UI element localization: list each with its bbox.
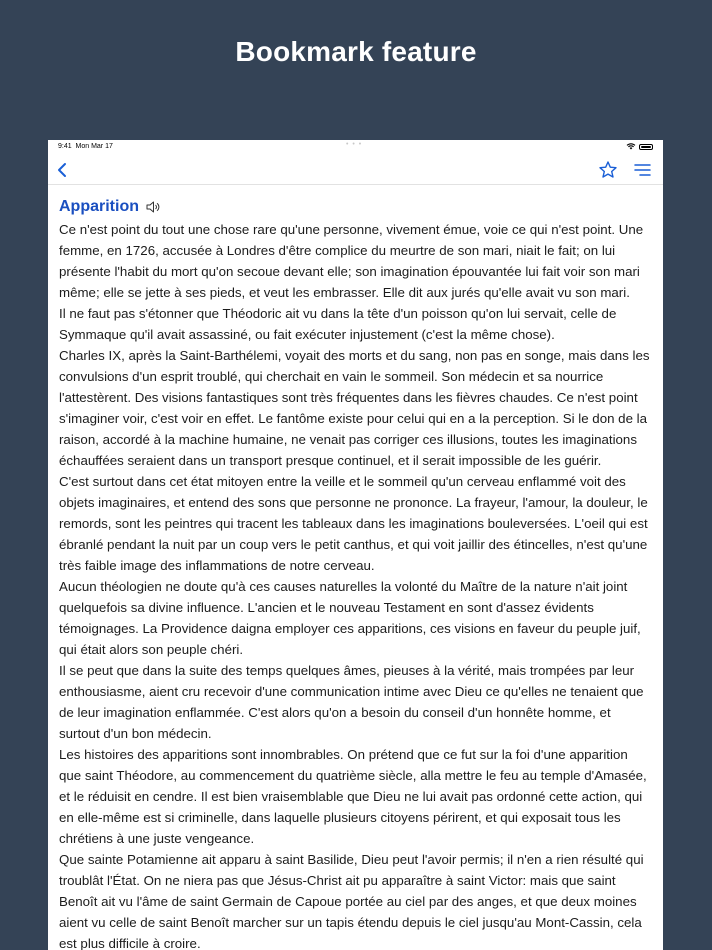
article-title: Apparition — [59, 198, 139, 215]
status-time-value: 9:41 — [58, 143, 72, 150]
multitask-dots[interactable]: • • • — [346, 141, 363, 148]
menu-lines-icon — [631, 159, 653, 181]
battery-icon — [639, 144, 653, 150]
article-paragraph: Il ne faut pas s'étonner que Théodoric ait vu dans la tête d'un poisson qu'on lui servait, celle de Symmaque qu'il avait assassiné, ou fait exécuter injustement (c'est la même chose). — [59, 306, 617, 342]
bookmark-button[interactable] — [597, 159, 619, 181]
article-paragraph: Aucun théologien ne doute qu'à ces causes naturelles la volonté du Maître de la nature n'ait joint quelquefois sa divine influence. L'ancien et le nouveau Testament en sont d'assez évidents témoignages. La Providence daigna employer ces apparitions, ces visions en faveur du peuple juif, qui était alors son peuple chéri. — [59, 579, 641, 657]
article-header — [59, 195, 653, 219]
promo-headline: Bookmark feature — [235, 36, 477, 67]
star-outline-icon — [597, 159, 619, 181]
back-button[interactable] — [52, 159, 74, 181]
device-screen — [48, 140, 663, 950]
article-paragraph: Ce n'est point du tout une chose rare qu'une personne, vivement émue, voie ce qui n'est point. Une femme, en 1726, accusée à Londres d'être complice du meurtre de son mari, niait le fait; on lui présente l'habit du mort qu'on secoue devant elle; son imagination épouvantée lui fait voir son mari même; elle se jette à ses pieds, et veut les embrasser. Elle dit aux jurés qu'elle avait vu son mari. — [59, 222, 644, 300]
article-paragraph: Les histoires des apparitions sont innombrables. On prétend que ce fut sur la foi d'une apparition que saint Théodore, au commencement du quatrième siècle, alla mettre le feu au temple d'Amasée, et le réduisit en cendre. Il est bien vraisemblable que Dieu ne lui avait pas ordonné cette action, qui en elle-même est si criminelle, dans laquelle plusieurs citoyens périrent, et qui exposait tous les chrétiens à une juste vengeance. — [59, 747, 647, 846]
article-paragraph: Charles IX, après la Saint-Barthélemi, voyait des morts et du sang, non pas en songe, mais dans les convulsions d'un esprit troublé, qui cherchait en vain le sommeil. Son médecin et sa nourrice l'attestèrent. Des visions fantastiques sont très fréquentes dans les fièvres chaudes. Ce n'est point s'imaginer voir, c'est voir en effet. Le fantôme existe pour celui qui en a la perception. Si le don de la raison, accordé à la machine humaine, ne venait pas corriger ces illusions, toutes les imaginations échauffées seraient dans un transport presque continuel, et il serait impossible de les guérir. — [59, 348, 650, 468]
speaker-button[interactable] — [145, 199, 161, 215]
status-indicators — [626, 143, 653, 150]
menu-button[interactable] — [631, 159, 653, 181]
article-content — [48, 185, 663, 950]
navigation-bar — [48, 154, 663, 185]
chevron-left-icon — [52, 159, 74, 181]
wifi-icon — [626, 143, 636, 150]
status-bar — [48, 140, 663, 154]
status-date: Mon Mar 17 — [75, 143, 113, 150]
speaker-icon — [145, 199, 161, 215]
article-paragraph: Il se peut que dans la suite des temps quelques âmes, pieuses à la vérité, mais trompées par leur enthousiasme, aient cru recevoir d'une communication intime avec Dieu ce qu'elles ne tenaient que de leur imagination enflammée. C'est alors qu'on a besoin du conseil d'un honnête homme, et surtout d'un bon médecin. — [59, 663, 644, 741]
article-paragraph: C'est surtout dans cet état mitoyen entre la veille et le sommeil qu'un cerveau enflammé voit des objets imaginaires, et entend des sons que personne ne prononce. La frayeur, l'amour, la douleur, le remords, sont les peintres qui tracent les tableaux dans les imaginations bouleversées. L'oeil qui est ébranlé pendant la nuit par un coup vers le petit canthus, et qui voit jaillir des étincelles, n'est qu'une très faible image des inflammations de notre cerveau. — [59, 474, 648, 573]
status-time — [58, 143, 113, 150]
article-paragraph: Que sainte Potamienne ait apparu à saint Basilide, Dieu peut l'avoir permis; il n'en a rien résulté qui troublât l'État. On ne niera pas que Jésus-Christ ait pu apparaître à saint Victor: mais que saint Benoît ait vu l'âme de saint Germain de Capoue portée au ciel par des anges, et que deux moines aient vu celle de saint Benoît marcher sur un tapis étendu depuis le ciel jusqu'au Mont-Cassin, cela est plus difficile à croire. — [59, 852, 644, 950]
